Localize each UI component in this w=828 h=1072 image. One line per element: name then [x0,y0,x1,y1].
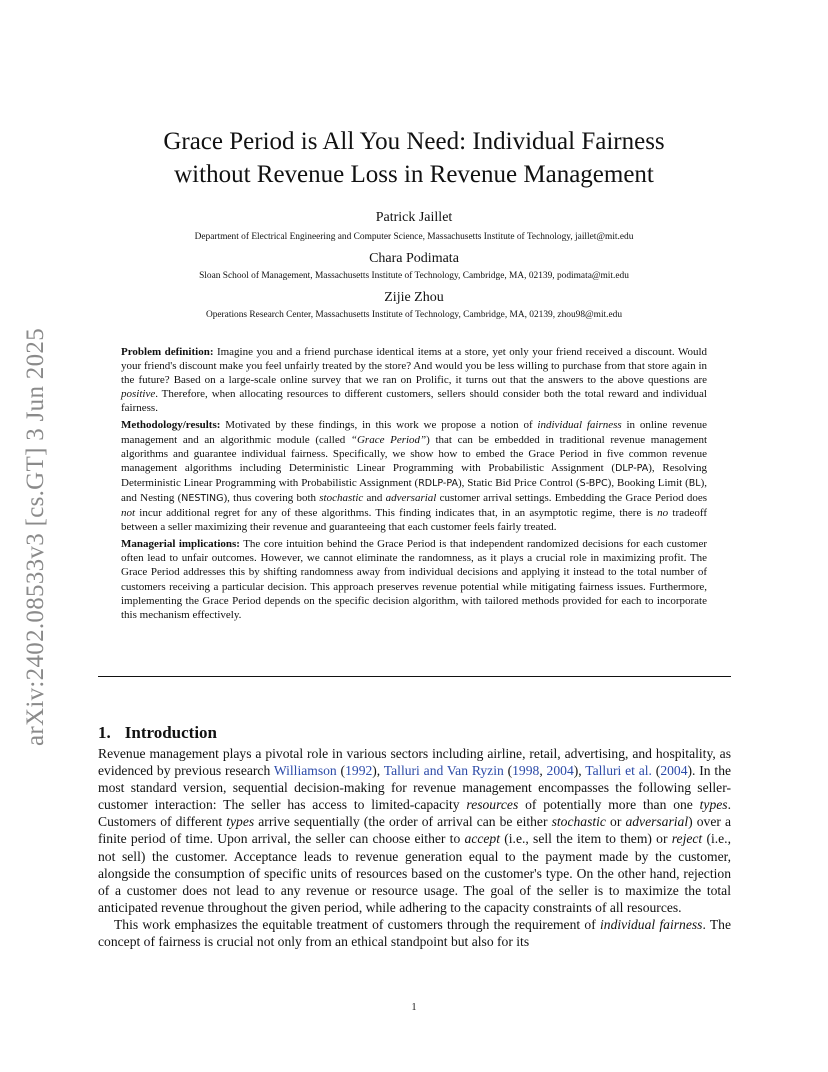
abstract-text: and [363,491,386,504]
abstract-text: ), thus covering both [223,491,320,504]
citation-link[interactable]: Williamson [273,763,337,779]
title-line-2: without Revenue Loss in Revenue Management [174,161,654,188]
abstract-text: in online revenue management and an algorithmic module (called [121,419,707,446]
abstract-text: customer arrival settings. Embedding the Grace Period does [436,491,708,504]
body-text: ) over a finite period of time. Upon arrival, the seller can choose either to [98,814,731,847]
paper-title [100,125,728,191]
abstract-methodology [121,418,707,534]
author-affiliation-2: Sloan School of Management, Massachusetts Institute of Technology, Cambridge, MA, 02139, podimata@mit.edu [199,271,629,281]
body-text: Revenue management plays a pivotal role in various sectors including airline, retail, advertising, and hospitality, as evidenced by previous research [98,746,731,779]
author-name-3: Zijie Zhou [384,290,444,305]
body-text: arrive sequentially (the order of arrival can be either [254,814,552,830]
body-text: . The concept of fairness is crucial not only from an ethical standpoint but also for its [98,916,732,950]
problem-label: Problem definition: [121,346,214,358]
abstract-managerial-implications [121,537,707,622]
abstract-problem-definition [121,345,707,415]
abstract-text: The core intuition behind the Grace Period is that independent randomized decisions for each customer often lead to unfair outcomes. However, we cannot eliminate the randomness, as it plays a crucial role in maximizing profit. The Grace Period addresses this by shifting randomness away from individual decisions and applying it instead to the total number of customers receiving a particular decision. This approach preserves revenue potential while mitigating fairness issues. Furthermore, implementing the Grace Period depends on the specific decision algorithm, with tailored methods provided for each to incorporate this mechanism effectively. [121,538,707,621]
algorithm-name: RDLP-PA [418,477,458,489]
abstract-emphasis: positive [121,388,156,401]
abstract-text: Imagine you and a friend purchase identical items at a store, yet only your friend received a discount. Would your friend's discount make you feel unfairly treated by the store? And would you be less willing to purchase from that store again in the future? Based on a large-scale online survey that we ran on Prolific, it turns out that the answers to the above questions are [121,346,707,387]
body-emphasis: reject [671,831,703,847]
algorithm-name: DLP-PA [615,462,649,474]
abstract [121,345,707,625]
body-emphasis: adversarial [625,814,689,830]
body-text: , [539,763,547,779]
arxiv-identifier: arXiv:2402.08533v3 [cs.GT] 3 Jun 2025 [22,328,49,746]
body-text: (i.e., not sell) the customer. Acceptance leads to revenue generation equal to the payment made by the customer, alongside the consumption of specific units of resources based on the customer's type. On the other hand, rejection of a customer does not lead to any revenue or resource usage. The goal of the seller is to maximize the total anticipated revenue throughout the given period, while adhering to the capacity constraints of all resources. [98,831,731,915]
abstract-text: ), Static Bid Price Control ( [457,476,580,489]
implications-label: Managerial implications: [121,538,240,551]
body-text: ). In the most standard version, sequential decision-making for revenue management encompasses the following seller-customer interaction: The seller has access to limited-capacity [98,763,732,813]
title-line-1: Grace Period is All You Need: Individual Fairness [163,128,665,155]
citation-link[interactable]: 1998 [512,763,540,779]
body-emphasis: resources [466,797,519,813]
author-name-2: Chara Podimata [369,251,459,266]
citation-link[interactable]: Talluri and Van Ryzin [383,763,504,779]
body-text: . Customers of different [98,797,731,830]
body-text: (i.e., sell the item to them) or [500,831,672,847]
abstract-emphasis: not [121,507,136,520]
body-emphasis: types [226,814,255,830]
body-text: ), [372,763,384,779]
abstract-emphasis: no [657,507,669,520]
abstract-emphasis: “Grace Period” [350,433,427,446]
author-affiliation-1: Department of Electrical Engineering and Computer Science, Massachusetts Institute of Technology, jaillet@mit.edu [194,232,634,242]
introduction-body [98,745,731,950]
citation-link[interactable]: 1992 [345,763,373,779]
abstract-text: incur additional regret for any of these algorithms. This finding indicates that, in an asymptotic regime, there is [135,507,658,520]
citation-link[interactable]: 2004 [546,763,574,779]
body-emphasis: accept [464,831,500,847]
citation-link[interactable]: Talluri et al. [585,763,652,779]
abstract-text: ), Booking Limit ( [607,476,689,489]
section-title: Introduction [124,723,218,742]
abstract-divider [98,676,731,677]
algorithm-name: BL [688,477,701,489]
intro-paragraph-1 [98,745,731,916]
body-text: ( [651,763,661,779]
abstract-emphasis: individual fairness [537,419,622,432]
abstract-text: Motivated by these findings, in this work we propose a notion of [220,419,538,432]
body-emphasis: types [699,797,728,813]
citation-link[interactable]: 2004 [660,763,688,779]
body-text: ( [503,763,513,779]
section-heading [98,723,217,743]
algorithm-name: S-BPC [579,477,608,489]
author-affiliation-3: Operations Research Center, Massachusetts Institute of Technology, Cambridge, MA, 02139, zhou98@mit.edu [205,310,623,320]
abstract-text: ) that can be embedded in traditional revenue management algorithms and guarantee individual fairness. Specifically, we show how to embed the Grace Period in five common revenue management algorithms including Deterministic Linear Programming with Probabilistic Assignment ( [121,433,707,474]
page-number: 1 [411,1002,417,1013]
body-emphasis: stochastic [551,814,606,830]
abstract-emphasis: stochastic [319,491,364,504]
author-name-1: Patrick Jaillet [375,210,453,225]
intro-paragraph-2 [98,916,731,950]
algorithm-name: NESTING [181,492,224,504]
abstract-emphasis: adversarial [385,491,437,504]
arxiv-watermark [0,0,70,1072]
methodology-label: Methodology/results: [121,419,221,432]
body-emphasis: individual fairness [600,916,703,932]
abstract-text: ), and Nesting ( [121,476,707,504]
body-text: This work emphasizes the equitable treatment of customers through the requirement of [114,916,601,932]
body-text: ), [573,763,586,779]
section-number: 1. [98,723,111,742]
abstract-text: ), Resolving Deterministic Linear Programming with Probabilistic Assignment ( [121,461,707,489]
body-text: or [605,814,626,830]
abstract-text: tradeoff between a seller maximizing their revenue and guaranteeing that each customer feels fairly treated. [121,507,707,534]
body-text: ( [336,763,346,779]
body-text: of potentially more than one [518,797,700,813]
abstract-text: . Therefore, when allocating resources to different customers, sellers should consider both the total reward and individual fairness. [121,388,707,415]
